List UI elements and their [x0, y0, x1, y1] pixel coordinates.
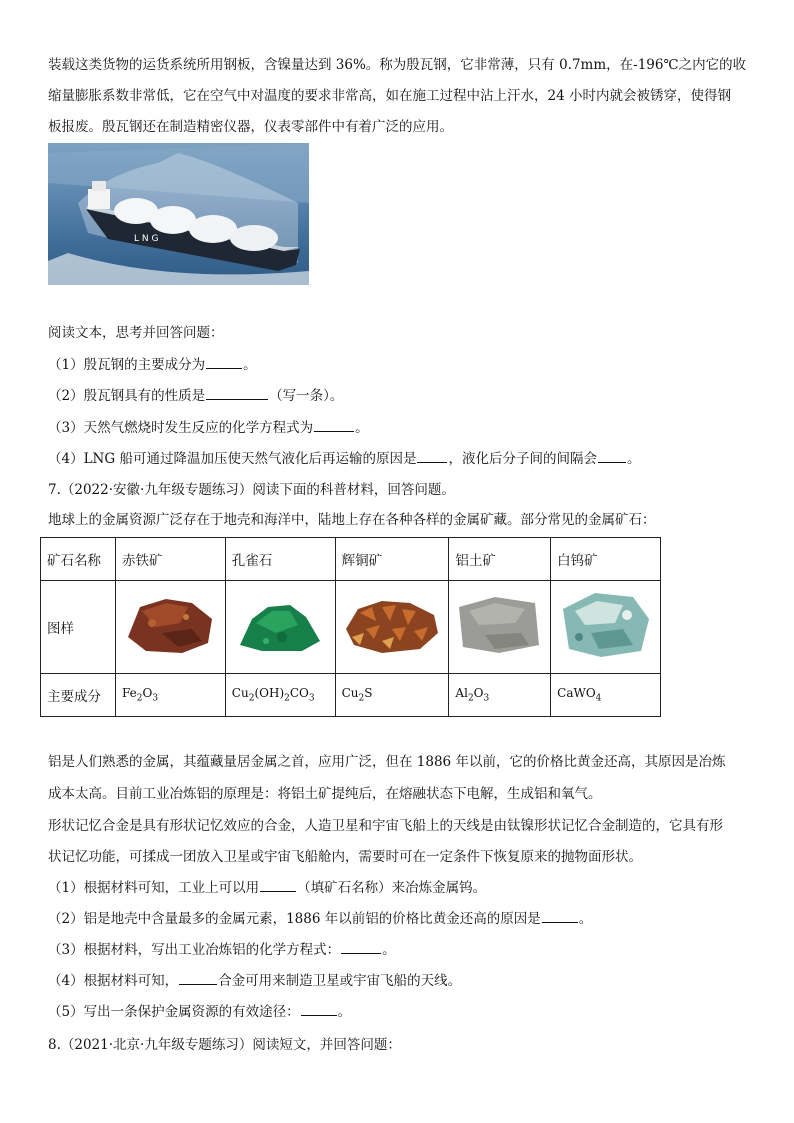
- q8-header: 8.（2021·北京·九年级专题练习）阅读短文，并回答问题：: [48, 1037, 401, 1053]
- q6-item-1-text: （1）殷瓦钢的主要成分为: [48, 357, 206, 373]
- q7-paragraph-line-4: 状记忆功能，可揉成一团放入卫星或宇宙飞船舱内，需要时可在一定条件下恢复原来的抛物面形状。: [48, 849, 642, 865]
- q7-question-5-text: （5）写出一条保护金属资源的有效途径：: [48, 1004, 300, 1020]
- ore-name: 赤铁矿: [116, 538, 226, 581]
- ore-formula-row: [41, 674, 661, 717]
- q7-intro: 地球上的金属资源广泛存在于地壳和海洋中，陆地上存在各种各样的金属矿藏。部分常见的金属矿石：: [48, 512, 656, 528]
- ore-image-cell: [335, 581, 449, 674]
- answer-blank[interactable]: [417, 449, 447, 463]
- q7-paragraph-line-1: 铝是人们熟悉的金属，其蕴藏量居金属之首，应用广泛，但在 1886 年以前，它的价格比黄金还高，其原因是冶炼: [48, 754, 726, 770]
- intro-line-1: 装载这类货物的运货系统所用钢板，含镍量达到 36%。称为殷瓦钢，它非常薄，只有 0.7mm，在-196℃之内它的收: [48, 57, 747, 73]
- formula-part: CO: [289, 686, 309, 701]
- ore-formula: [116, 674, 226, 717]
- formula-subscript: 2: [284, 693, 290, 704]
- answer-blank[interactable]: [598, 449, 626, 463]
- ore-formula: [449, 674, 551, 717]
- q6-item-3-end: 。: [355, 420, 369, 436]
- formula-part: Cu: [341, 686, 359, 701]
- ore-image-cell: [116, 581, 226, 674]
- formula-subscript: 2: [467, 693, 474, 704]
- formula-subscript: 2: [248, 693, 255, 704]
- lng-ship-image: [48, 143, 309, 285]
- formula-subscript: 3: [308, 693, 315, 704]
- ship-hull-lettering: L N G: [134, 234, 159, 244]
- answer-blank[interactable]: [206, 386, 268, 400]
- q7-question-4-text: （4）根据材料可知，: [48, 973, 179, 989]
- q7-question-2: [48, 909, 592, 929]
- formula-part: O: [142, 686, 153, 701]
- ore-formula: [335, 674, 449, 717]
- answer-blank[interactable]: [314, 418, 354, 432]
- answer-blank[interactable]: [179, 971, 217, 985]
- scheelite-rock-image: [557, 589, 653, 661]
- answer-blank[interactable]: [542, 909, 578, 923]
- q7-question-3-end: 。: [382, 942, 396, 958]
- answer-blank[interactable]: [301, 1002, 337, 1016]
- ore-name: 白钨矿: [551, 538, 661, 581]
- ore-image-cell: [551, 581, 661, 674]
- formula-part: O: [473, 686, 484, 701]
- q7-question-4: [48, 971, 461, 991]
- q7-question-2-text: （2）铝是地壳中含量最多的金属元素，1886 年以前铝的价格比黄金还高的原因是: [48, 911, 541, 927]
- row-label: 主要成分: [41, 674, 116, 717]
- q6-item-4-end: 。: [626, 451, 641, 467]
- q7-question-3-text: （3）根据材料，写出工业冶炼铝的化学方程式：: [48, 942, 341, 958]
- answer-blank[interactable]: [206, 355, 242, 369]
- formula-subscript: 2: [136, 693, 143, 704]
- q7-paragraph-line-3: 形状记忆合金是具有形状记忆效应的合金，人造卫星和宇宙飞船上的天线是由钛镍形状记忆合金制造的，它具有形: [48, 818, 723, 834]
- row-label: 图样: [41, 581, 116, 674]
- q6-item-3: [48, 418, 369, 438]
- q7-question-5-end: 。: [337, 1004, 352, 1020]
- ore-image-cell: [449, 581, 551, 674]
- q7-question-1-text: （1）根据材料可知，工业上可以用: [48, 880, 260, 896]
- q7-paragraph-line-2: 成本太高。目前工业冶炼铝的原理是：将铝土矿提纯后，在熔融状态下电解，生成铝和氧气。: [48, 786, 602, 802]
- q6-item-4-mid: ，液化后分子间的间隔会: [448, 451, 597, 467]
- q6-item-2-end: （写一条）。: [269, 388, 344, 404]
- answer-blank[interactable]: [260, 878, 296, 892]
- q6-item-2: [48, 386, 343, 406]
- ore-name: 孔雀石: [225, 538, 335, 581]
- ore-table: [40, 537, 661, 717]
- q7-question-1: [48, 878, 486, 898]
- formula-part: CaWO: [557, 686, 596, 701]
- ore-formula: [225, 674, 335, 717]
- bauxite-rock-image: [455, 593, 543, 657]
- formula-part: Cu: [231, 686, 249, 701]
- q6-item-1-end: 。: [243, 357, 257, 373]
- formula-part: (OH): [254, 686, 285, 701]
- formula-subscript: 4: [595, 693, 602, 704]
- q6-item-3-text: （3）天然气燃烧时发生反应的化学方程式为: [48, 420, 314, 436]
- q7-question-2-end: 。: [578, 911, 593, 927]
- q6-item-4: [48, 449, 640, 469]
- ore-image-cell: [225, 581, 335, 674]
- ore-name: 辉铜矿: [335, 538, 449, 581]
- intro-line-2: 缩量膨胀系数非常低，它在空气中对温度的要求非常高，如在施工过程中沾上汗水，24 小时内就会被锈穿，使得钢: [48, 88, 731, 104]
- formula-subscript: 2: [358, 693, 365, 704]
- q7-question-4-end: 合金可用来制造卫星或宇宙飞船的天线。: [218, 973, 462, 989]
- malachite-rock-image: [232, 593, 328, 657]
- ore-name: 铝土矿: [449, 538, 551, 581]
- ore-image-row: [41, 581, 661, 674]
- chalcocite-rock-image: [342, 593, 442, 657]
- intro-line-3: 板报废。殷瓦钢还在制造精密仪器，仪表零部件中有着广泛的应用。: [48, 119, 453, 135]
- formula-part: Al: [455, 686, 468, 701]
- row-label: 矿石名称: [41, 538, 116, 581]
- q7-question-5: [48, 1002, 351, 1022]
- q7-question-3: [48, 940, 396, 960]
- q6-item-1: [48, 355, 257, 375]
- ore-name-row: [41, 538, 661, 581]
- q7-question-1-end: （填矿石名称）来冶炼金属钨。: [297, 880, 487, 896]
- hematite-rock-image: [122, 593, 218, 657]
- formula-subscript: 3: [152, 693, 159, 704]
- q7-header: 7.（2022·安徽·九年级专题练习）阅读下面的科普材料，回答问题。: [48, 482, 455, 498]
- q6-item-4-text: （4）LNG 船可通过降温加压使天然气液化后再运输的原因是: [48, 451, 417, 467]
- q6-prompt: 阅读文本，思考并回答问题：: [48, 325, 224, 341]
- formula-part: S: [364, 686, 373, 701]
- lng-ship-illustration: [48, 143, 309, 285]
- formula-part: Fe: [122, 686, 137, 701]
- answer-blank[interactable]: [341, 940, 381, 954]
- formula-subscript: 3: [483, 693, 490, 704]
- ore-formula: [551, 674, 661, 717]
- q6-item-2-text: （2）殷瓦钢具有的性质是: [48, 388, 206, 404]
